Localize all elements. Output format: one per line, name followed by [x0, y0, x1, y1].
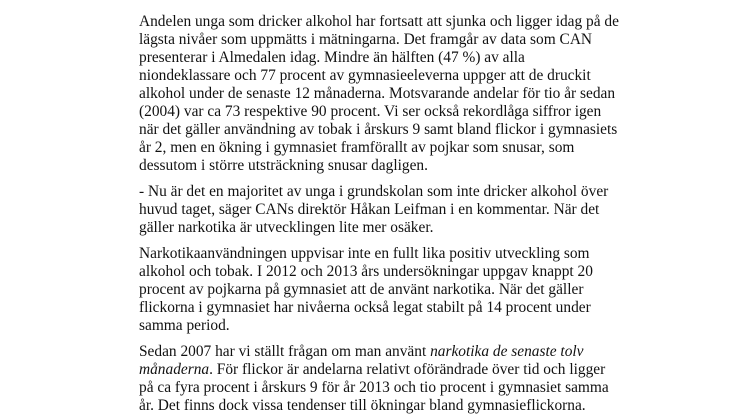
paragraph-text-before-italic: Sedan 2007 har vi ställt frågan om man använt [139, 343, 431, 360]
article-body [139, 13, 619, 419]
paragraph-alcohol-trend: Andelen unga som dricker alkohol har fortsatt att sjunka och ligger idag på de lägsta nivåer som uppmätts i mätningarna. Det framgår av data som CAN presenterar i Almedalen idag. Mindre än hälften (47 %) av alla niondeklassare och 77 procent av gymnasieeleverna uppger att de druckit alkohol under de senaste 12 månaderna. Motsvarande andelar för tio år sedan (2004) var ca 73 respektive 90 procent. Vi ser också rekordlåga siffror igen när det gäller användning av tobak i årskurs 9 samt bland flickor i gymnasiets år 2, men en ökning i gymnasiet framförallt av pojkar som snusar, som dessutom i större utsträckning snusar dagligen. [139, 13, 619, 174]
paragraph-last-twelve-months [139, 343, 619, 415]
paragraph-narcotics-use: Narkotikaanvändningen uppvisar inte en fullt lika positiv utveckling som alkohol och tobak. I 2012 och 2013 års undersökningar uppgav knappt 20 procent av pojkarna på gymnasiet att de använt narkotika. När det gäller flickorna i gymnasiet har nivåerna också legat stabilt på 14 procent under samma period. [139, 245, 593, 334]
italic-phrase: narkotika de senaste tolv månaderna [139, 343, 584, 378]
paragraph-text-after-italic: . För flickor är andelarna relativt oförändrade över tid och ligger på ca fyra procent i årskurs 9 för år 2013 och tio procent i gymnasiet samma år. Det finns dock vissa tendenser till ökningar bland gymnasieflickorna. [139, 361, 609, 414]
paragraph-director-quote: - Nu är det en majoritet av unga i grundskolan som inte dricker alkohol över huvud taget, säger CANs direktör Håkan Leifman i en kommentar. När det gäller narkotika är utvecklingen lite mer osäker. [139, 183, 609, 236]
